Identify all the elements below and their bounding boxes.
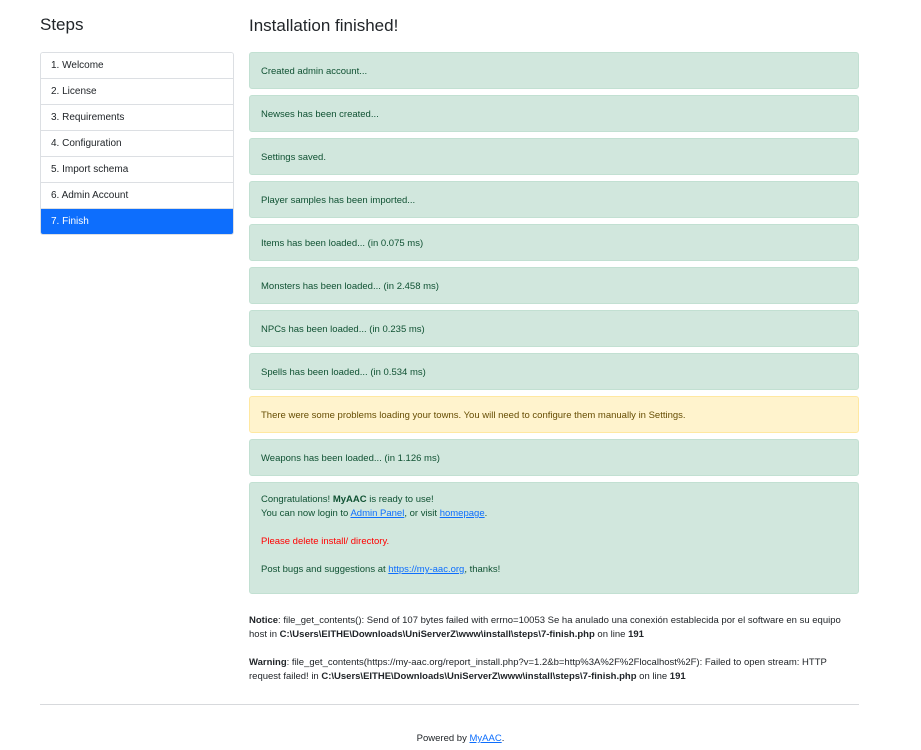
login-mid-text: , or visit	[404, 508, 440, 519]
brand-name: MyAAC	[332, 494, 367, 505]
spacer	[261, 521, 847, 535]
warning-text: : file_get_contents(https://my-aac.org/report_install.php?v=1.2&b=http%3A%2F%2Flocalhost%2F): Failed to open stream: HTTP request failed! in	[249, 657, 827, 682]
warning-on-line: on line	[636, 671, 670, 682]
footer-divider	[40, 704, 859, 705]
notice-line-number: 191	[628, 629, 644, 640]
alert-towns-warning: There were some problems loading your towns. You will need to configure them manually in Settings.	[249, 396, 859, 433]
step-admin-account[interactable]: 6. Admin Account	[41, 183, 233, 209]
footer-myaac-link[interactable]: MyAAC	[469, 733, 502, 744]
bugs-text: Post bugs and suggestions at	[261, 564, 389, 575]
congrats-line	[261, 493, 847, 507]
steps-list	[40, 52, 234, 235]
admin-panel-link[interactable]: Admin Panel	[350, 508, 405, 519]
alert-congratulations	[249, 482, 859, 594]
homepage-link[interactable]: homepage	[439, 508, 485, 519]
warning-label: Warning	[249, 657, 287, 668]
alert-monsters: Monsters has been loaded... (in 2.458 ms)	[249, 267, 859, 304]
bugs-line	[261, 563, 847, 577]
my-aac-link[interactable]: https://my-aac.org	[388, 564, 465, 575]
footer-text: Powered by	[416, 733, 470, 744]
alert-items: Items has been loaded... (in 0.075 ms)	[249, 224, 859, 261]
step-import-schema[interactable]: 5. Import schema	[41, 157, 233, 183]
login-text: You can now login to	[261, 508, 351, 519]
footer-suffix: .	[501, 733, 505, 744]
notice-text: : file_get_contents(): Send of 107 bytes failed with errno=10053 Se ha anulado una conexión establecida por el software en su equipo host in	[249, 615, 841, 640]
alert-settings: Settings saved.	[249, 138, 859, 175]
congrats-suffix: is ready to use!	[366, 494, 434, 505]
step-configuration[interactable]: 4. Configuration	[41, 131, 233, 157]
step-finish[interactable]: 7. Finish	[41, 209, 233, 234]
step-license[interactable]: 2. License	[41, 79, 233, 105]
notice-path: C:\Users\EITHE\Downloads\UniServerZ\www\install\steps\7-finish.php	[279, 629, 595, 640]
bugs-suffix: , thanks!	[464, 564, 501, 575]
main-content	[249, 14, 859, 684]
alert-weapons: Weapons has been loaded... (in 1.126 ms)	[249, 439, 859, 476]
steps-title: Steps	[40, 15, 84, 34]
login-line	[261, 507, 847, 521]
alert-npcs: NPCs has been loaded... (in 0.235 ms)	[249, 310, 859, 347]
alert-admin-account: Created admin account...	[249, 52, 859, 89]
delete-install-warning: Please delete install/ directory.	[261, 536, 390, 547]
alert-newses: Newses has been created...	[249, 95, 859, 132]
steps-sidebar	[40, 14, 234, 235]
step-welcome[interactable]: 1. Welcome	[41, 53, 233, 79]
notice-label: Notice	[249, 615, 279, 626]
php-notice	[249, 614, 859, 642]
page-title: Installation finished!	[249, 16, 399, 35]
warning-line-number: 191	[669, 671, 686, 682]
alert-spells: Spells has been loaded... (in 0.534 ms)	[249, 353, 859, 390]
php-warning	[249, 656, 859, 684]
notice-on-line: on line	[594, 629, 629, 640]
footer	[0, 733, 921, 744]
step-requirements[interactable]: 3. Requirements	[41, 105, 233, 131]
congrats-text: Congratulations!	[261, 494, 333, 505]
alert-player-samples: Player samples has been imported...	[249, 181, 859, 218]
warning-path: C:\Users\EITHE\Downloads\UniServerZ\www\install\steps\7-finish.php	[321, 671, 637, 682]
login-suffix: .	[484, 508, 488, 519]
spacer	[261, 549, 847, 563]
